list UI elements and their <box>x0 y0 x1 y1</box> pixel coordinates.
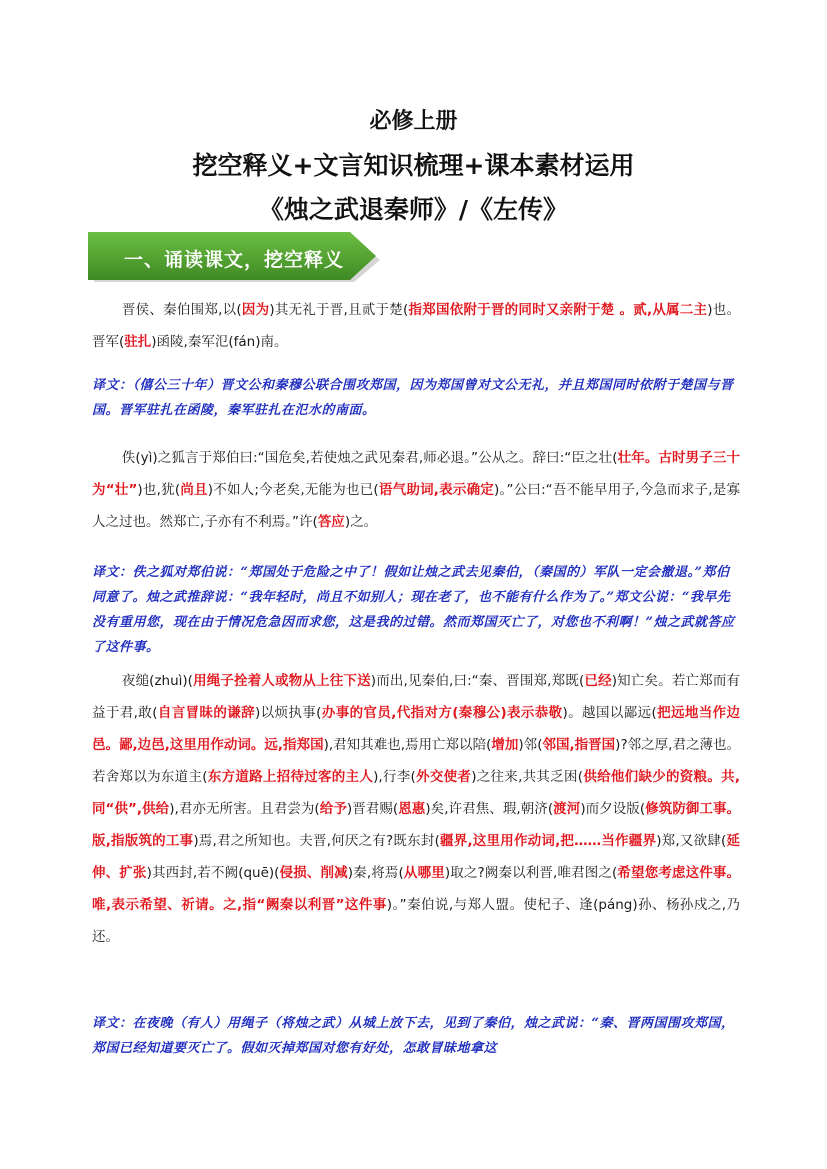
annotation-text: 修筑防御工事。版,指版筑的工事 <box>92 801 741 849</box>
classical-text: )。”公曰:“吾不能早用子,今急而求子,是寡人之过也。然郑亡,子亦有不利焉。”许( <box>92 482 741 530</box>
classical-text: )之往来,共其乏困( <box>471 769 584 785</box>
classical-text: )而夕设版( <box>580 801 646 817</box>
annotation-text: 恩惠 <box>398 801 426 817</box>
annotation-text: 答应 <box>317 514 345 530</box>
classical-text: )函陵,秦军氾(fán)南。 <box>151 334 288 350</box>
classical-text: )秦,将焉( <box>347 865 404 881</box>
text-paragraph-1 <box>92 294 740 358</box>
translation-3: 译文：在夜晚（有人）用绳子（将烛之武）从城上放下去，见到了秦伯，烛之武说：“秦、晋两国围攻郑国，郑国已经知道要灭亡了。假如灭掉郑国对您有好处，怎敢冒昧地拿这 <box>92 1016 735 1056</box>
classical-text: )?邻之厚,君之薄也。若舍郑以为东道主( <box>92 737 740 785</box>
annotation-text: 办事的官员,代指对方(秦穆公)表示恭敬 <box>321 705 563 721</box>
document-title-line-2: 挖空释义+文言知识梳理+课本素材运用 <box>192 151 635 180</box>
classical-text: )之。 <box>344 514 378 530</box>
section-banner <box>88 232 382 284</box>
classical-text: )也,犹( <box>137 482 181 498</box>
section-heading: 一、诵读课文，挖空释义 <box>124 249 345 271</box>
classical-text: )取之?阙秦以利晋,唯君图之( <box>444 865 618 881</box>
annotation-text: 因为 <box>241 302 270 318</box>
classical-text: )。越国以鄙远( <box>562 705 657 721</box>
annotation-text: 延伸、扩张 <box>92 833 741 881</box>
annotation-text: 东方道路上招待过客的主人 <box>207 769 374 785</box>
annotation-text: 自言冒昧的谦辞 <box>157 705 256 721</box>
annotation-text: 用绳子拴着人或物从上往下送 <box>192 673 371 689</box>
classical-text: )而出,见秦伯,曰:“秦、晋围郑,郑既( <box>370 673 585 689</box>
classical-text: )以烦执事( <box>255 705 322 721</box>
classical-text: )其无礼于晋,且贰于楚( <box>269 302 409 318</box>
annotation-text: 语气助词,表示确定 <box>378 482 495 498</box>
annotation-text: 驻扎 <box>124 334 152 350</box>
annotation-text: 疆界,这里用作动词,把……当作疆界 <box>439 833 657 849</box>
classical-text: )知亡矣。若亡郑而有益于君,敢( <box>92 673 741 721</box>
classical-text: 晋侯、秦伯围郑,以( <box>121 302 242 318</box>
annotation-text: 外交使者 <box>415 769 472 785</box>
annotation-text: 邻国,指晋国 <box>542 737 616 753</box>
annotation-text: 给予 <box>319 801 347 817</box>
annotation-text: 侵损、削减 <box>279 865 348 881</box>
text-paragraph-3 <box>92 665 740 953</box>
classical-text: )邻( <box>518 737 543 753</box>
document-title-line-1: 必修上册 <box>369 109 458 134</box>
annotation-text: 已经 <box>584 673 612 689</box>
classical-text: )矣,许君焦、瑕,朝济( <box>425 801 554 817</box>
annotation-text: 尚且 <box>180 482 208 498</box>
classical-text: )郑,又欲肆( <box>656 833 727 849</box>
classical-text: ),君亦无所害。且君尝为( <box>169 801 320 817</box>
classical-text: 佚(yì)之狐言于郑伯曰:“国危矣,若使烛之武见秦君,师必退。”公从之。辞曰:“臣之壮( <box>121 450 618 466</box>
annotation-text: 希望您考虑这件事。唯,表示希望、祈请。之,指“阙秦以利晋”这件事 <box>92 865 741 913</box>
translation-2: 译文：佚之狐对郑伯说：“郑国处于危险之中了！假如让烛之武去见秦伯，（秦国的）军队一定会撤退。”郑伯同意了。烛之武推辞说：“我年轻时，尚且不如别人；现在老了，也不能有什么作为了。”郑文公说：“我早先没有重用您，现在由于情况危急因而求您，这是我的过错。然而郑国灭亡了，对您也不利啊！”烛之武就答应了这件事。 <box>92 565 735 655</box>
annotation-text: 壮年。古时男子三十为“壮” <box>92 450 741 498</box>
annotation-text: 从哪里 <box>403 865 445 881</box>
classical-text: )。”秦伯说,与郑人盟。使杞子、逢(páng)孙、杨孙戍之,乃还。 <box>92 897 740 945</box>
translation-1: 译文：（僖公三十年）晋文公和秦穆公联合围攻郑国，因为郑国曾对文公无礼，并且郑国同时依附于楚国与晋国。晋军驻扎在函陵，秦军驻扎在氾水的南面。 <box>92 378 734 418</box>
annotation-text: 供给他们缺少的资粮。共,同“供”,供给 <box>92 769 741 817</box>
classical-text: )晋君赐( <box>346 801 399 817</box>
document-title-line-3: 《烛之武退秦师》/《左传》 <box>258 195 569 224</box>
classical-text: ),行李( <box>373 769 416 785</box>
annotation-text: 增加 <box>491 737 519 753</box>
classical-text: )也。晋军( <box>92 302 741 350</box>
classical-text: )焉,君之所知也。夫晋,何厌之有?既东封( <box>193 833 440 849</box>
classical-text: )不如人;今老矣,无能为也已( <box>207 482 379 498</box>
annotation-text: 渡河 <box>553 801 581 817</box>
annotation-text: 指郑国依附于晋的同时又亲附于楚 。贰,从属二主 <box>408 302 708 318</box>
annotation-text: 把远地当作边邑。鄙,边邑,这里用作动词。远,指郑国 <box>92 705 741 753</box>
classical-text: ),君知其难也,焉用亡郑以陪( <box>323 737 492 753</box>
text-paragraph-2 <box>92 442 740 538</box>
classical-text: 夜缒(zhuì)( <box>121 673 193 689</box>
classical-text: )其西封,若不阙(quē)( <box>146 865 280 881</box>
